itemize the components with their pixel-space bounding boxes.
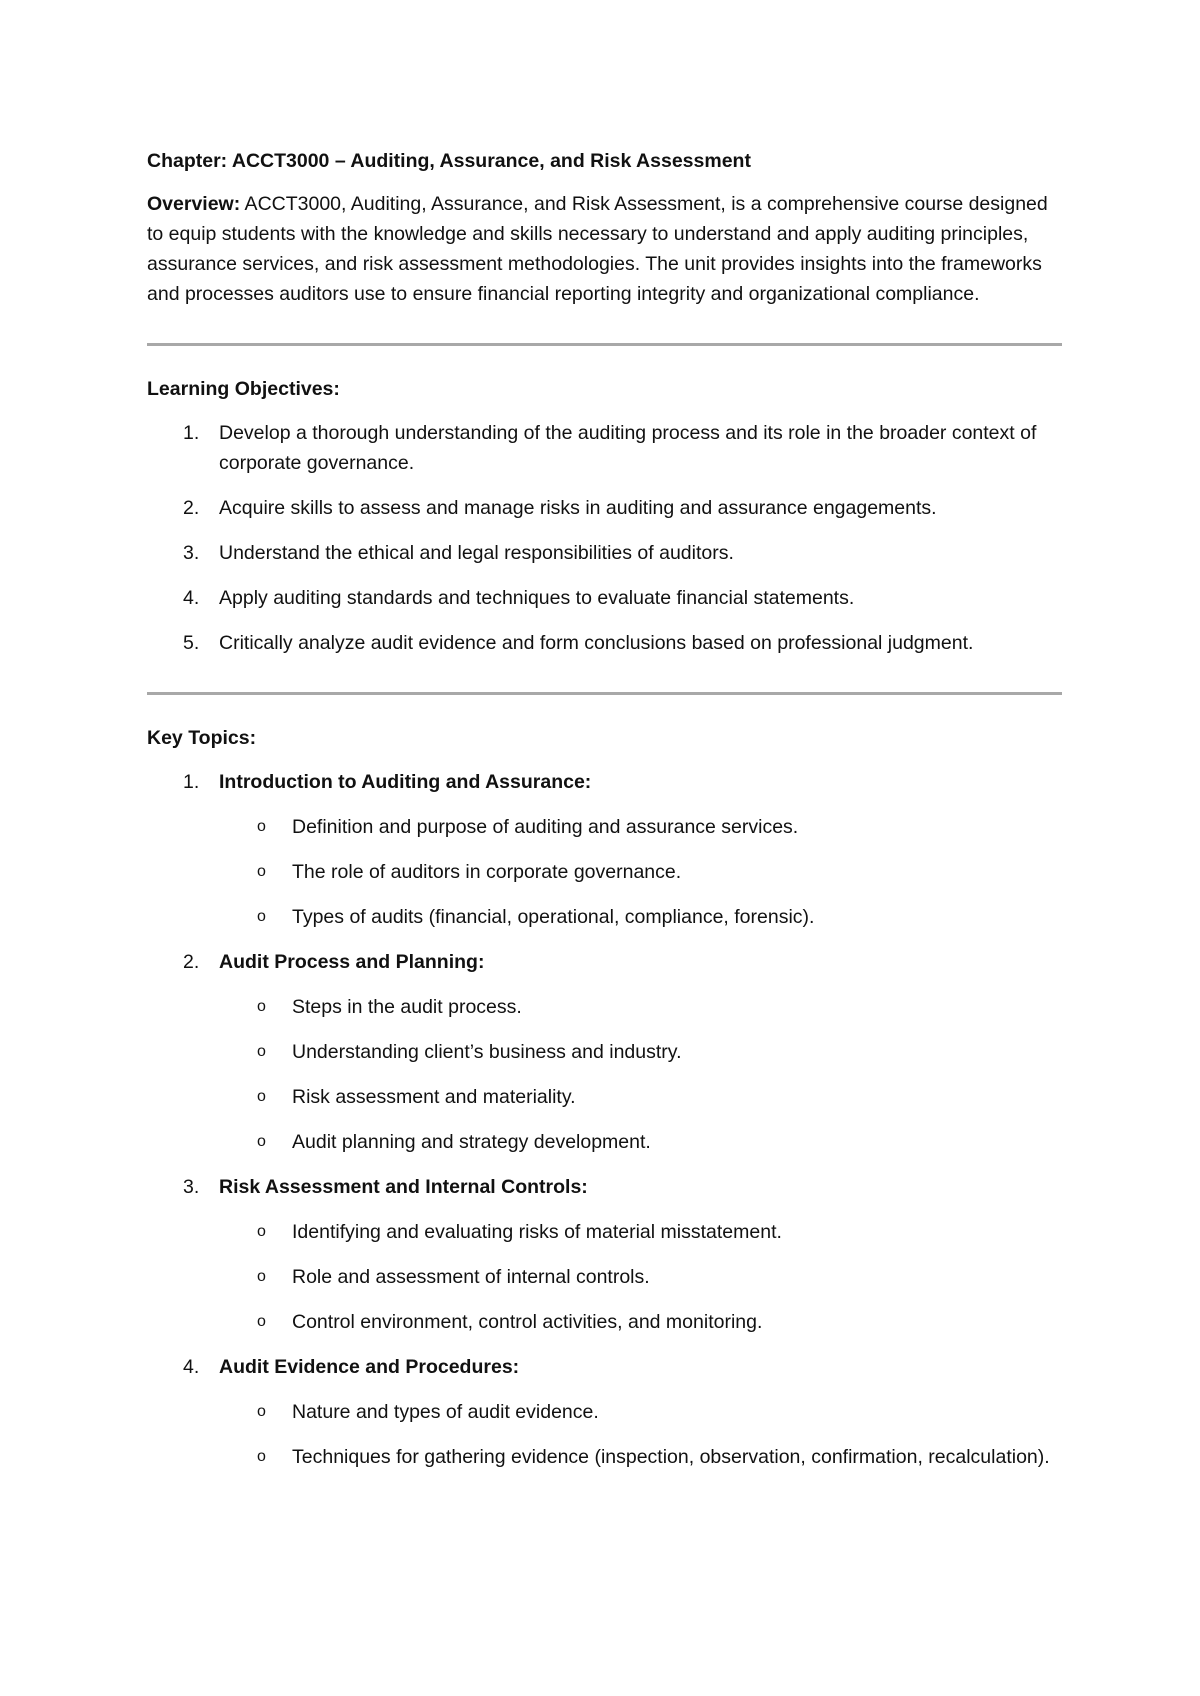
key-topics-list [147, 767, 1062, 1472]
subtopic-text: Steps in the audit process. [292, 996, 522, 1018]
topic-number: 4. [183, 1356, 200, 1378]
subtopic-item [219, 1217, 1062, 1247]
objective-number: 2. [183, 497, 200, 519]
bullet-icon: o [257, 818, 266, 835]
overview-paragraph [147, 189, 1062, 309]
subtopic-text: Nature and types of audit evidence. [292, 1401, 599, 1423]
section-divider [147, 343, 1062, 346]
topic-item [147, 947, 1062, 1157]
learning-objectives-heading: Learning Objectives: [147, 378, 340, 400]
subtopic-item [219, 1442, 1062, 1472]
objective-item [147, 538, 1062, 568]
subtopic-item [219, 857, 1062, 887]
chapter-title: Chapter: ACCT3000 – Auditing, Assurance, and Risk Assessment [147, 150, 751, 172]
topic-number: 2. [183, 951, 200, 973]
subtopic-list [219, 812, 1062, 932]
subtopic-text: Identifying and evaluating risks of material misstatement. [292, 1221, 782, 1243]
subtopic-text: Audit planning and strategy development. [292, 1131, 651, 1153]
topic-item [147, 767, 1062, 932]
topic-number: 3. [183, 1176, 200, 1198]
bullet-icon: o [257, 1403, 266, 1420]
bullet-icon: o [257, 1448, 266, 1465]
subtopic-item [219, 1082, 1062, 1112]
subtopic-text: Types of audits (financial, operational, compliance, forensic). [292, 906, 815, 928]
objective-text: Critically analyze audit evidence and form conclusions based on professional judgment. [219, 632, 974, 654]
subtopic-text: The role of auditors in corporate governance. [292, 861, 682, 883]
topic-title: Introduction to Auditing and Assurance: [219, 771, 592, 793]
bullet-icon: o [257, 1268, 266, 1285]
topic-title: Audit Evidence and Procedures: [219, 1356, 520, 1378]
overview-label: Overview: [147, 193, 241, 215]
topic-item [147, 1172, 1062, 1337]
subtopic-item [219, 812, 1062, 842]
topic-item [147, 1352, 1062, 1472]
objective-item [147, 493, 1062, 523]
subtopic-item [219, 1262, 1062, 1292]
bullet-icon: o [257, 1043, 266, 1060]
objective-text: Develop a thorough understanding of the auditing process and its role in the broader context of corporate governance. [219, 422, 1037, 474]
objective-text: Understand the ethical and legal responsibilities of auditors. [219, 542, 734, 564]
subtopic-item [219, 1397, 1062, 1427]
subtopic-text: Understanding client’s business and industry. [292, 1041, 682, 1063]
objective-number: 4. [183, 587, 200, 609]
bullet-icon: o [257, 1133, 266, 1150]
subtopic-list [219, 1217, 1062, 1337]
objective-item [147, 418, 1062, 478]
objective-text: Apply auditing standards and techniques to evaluate financial statements. [219, 587, 855, 609]
bullet-icon: o [257, 908, 266, 925]
subtopic-item [219, 1307, 1062, 1337]
bullet-icon: o [257, 1088, 266, 1105]
topic-title: Audit Process and Planning: [219, 951, 485, 973]
subtopic-item [219, 1127, 1062, 1157]
section-divider [147, 692, 1062, 695]
objective-number: 5. [183, 632, 200, 654]
subtopic-list [219, 992, 1062, 1157]
bullet-icon: o [257, 998, 266, 1015]
learning-objectives-list [147, 418, 1062, 658]
bullet-icon: o [257, 863, 266, 880]
objective-item [147, 628, 1062, 658]
bullet-icon: o [257, 1223, 266, 1240]
subtopic-text: Risk assessment and materiality. [292, 1086, 576, 1108]
subtopic-item [219, 1037, 1062, 1067]
subtopic-text: Control environment, control activities, and monitoring. [292, 1311, 763, 1333]
objective-item [147, 583, 1062, 613]
topic-title: Risk Assessment and Internal Controls: [219, 1176, 588, 1198]
overview-text: ACCT3000, Auditing, Assurance, and Risk Assessment, is a comprehensive course designed to equip students with the knowledge and skills necessary to understand and apply auditing principles, assurance services, and risk assessment methodologies. The unit provides insights into the frameworks and processes auditors use to ensure financial reporting integrity and organizational compliance. [147, 193, 1048, 305]
bullet-icon: o [257, 1313, 266, 1330]
subtopic-text: Definition and purpose of auditing and assurance services. [292, 816, 799, 838]
objective-number: 1. [183, 422, 200, 444]
subtopic-text: Role and assessment of internal controls. [292, 1266, 650, 1288]
objective-text: Acquire skills to assess and manage risks in auditing and assurance engagements. [219, 497, 937, 519]
subtopic-item [219, 992, 1062, 1022]
subtopic-text: Techniques for gathering evidence (inspection, observation, confirmation, recalculation). [292, 1446, 1050, 1468]
topic-number: 1. [183, 771, 200, 793]
objective-number: 3. [183, 542, 200, 564]
subtopic-list [219, 1397, 1062, 1472]
subtopic-item [219, 902, 1062, 932]
key-topics-heading: Key Topics: [147, 727, 257, 749]
